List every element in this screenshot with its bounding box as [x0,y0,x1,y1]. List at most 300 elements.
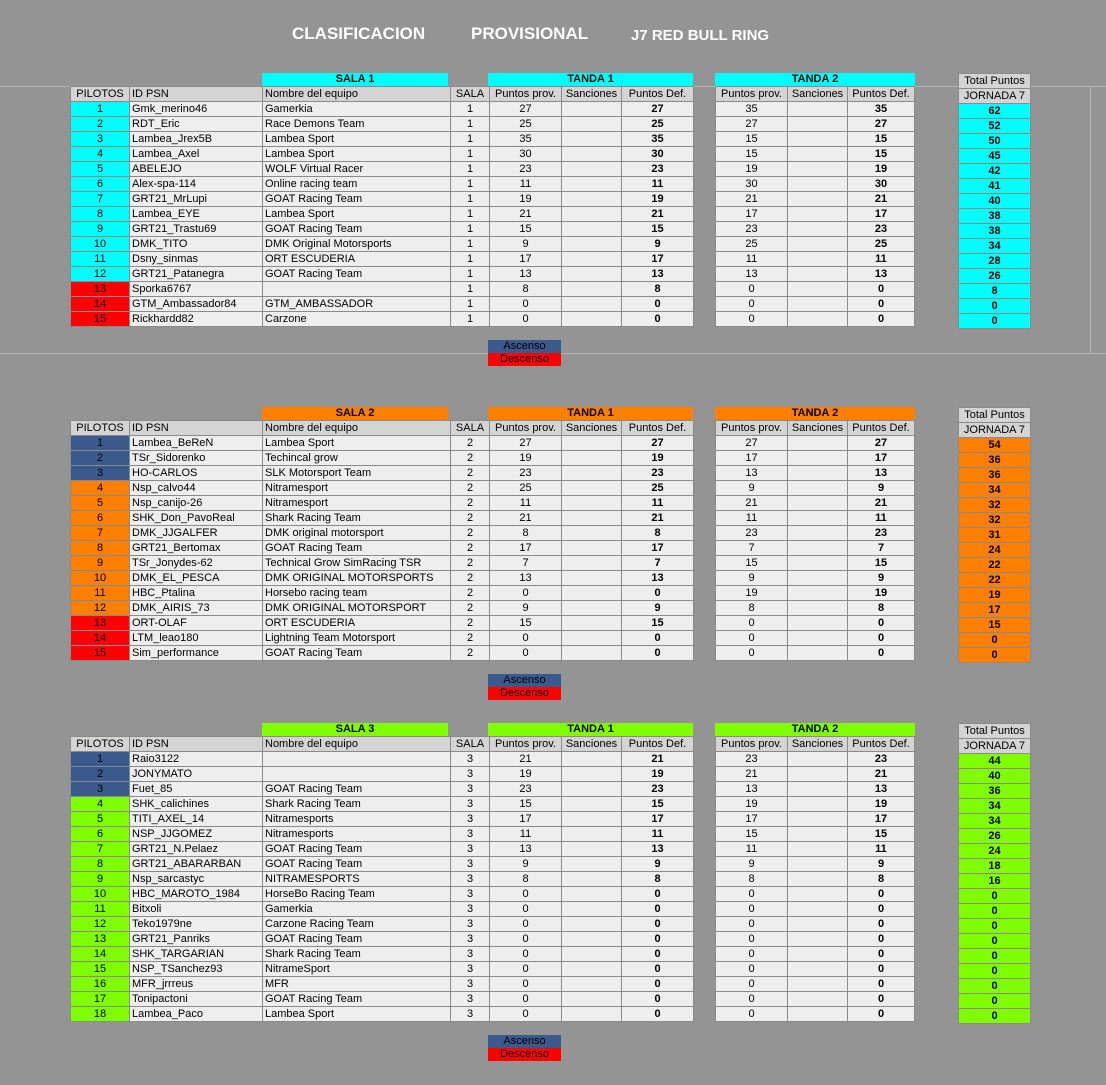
t2-prov: 35 [716,102,788,117]
sala: 2 [451,466,490,481]
team-name: ORT ESCUDERIA [263,616,451,631]
team-name: Lightning Team Motorsport [263,631,451,646]
sala: 3 [451,902,490,917]
t1-prov: 30 [490,147,562,162]
t2-def: 8 [848,601,915,616]
table-row [71,767,915,782]
pilot-id: Bitxoli [130,902,263,917]
gap [694,252,716,267]
total-points: 34 [959,239,1031,254]
pilot-id: SHK_Don_PavoReal [130,511,263,526]
sala: 1 [451,117,490,132]
total-points-table [958,723,1031,1024]
table-row [71,297,915,312]
position: 4 [71,797,130,812]
team-name: Lambea Sport [263,436,451,451]
position: 9 [71,556,130,571]
tanda2-header: TANDA 2 [715,723,915,736]
t1-prov: 23 [490,782,562,797]
t2-sanc [788,297,848,312]
t2-def: 9 [848,481,915,496]
total-points: 22 [959,558,1031,573]
title-clasificacion: CLASIFICACION [292,24,426,43]
t2-prov: 19 [716,797,788,812]
t1-def: 0 [622,932,694,947]
team-name: GOAT Racing Team [263,857,451,872]
t1-prov: 13 [490,267,562,282]
total-points: 0 [959,1009,1031,1024]
t1-def: 13 [622,571,694,586]
t2-prov: 23 [716,222,788,237]
team-name: Nitramesports [263,812,451,827]
sala: 3 [451,752,490,767]
pilot-id: Nsp_sarcastyc [130,872,263,887]
t1-sanc [562,466,622,481]
pilot-id: TSr_Sidorenko [130,451,263,466]
col-header-prov: Puntos prov. [716,87,788,102]
total-points: 34 [959,799,1031,814]
t1-sanc [562,872,622,887]
title-provisional: PROVISIONAL [471,24,589,43]
gap [694,571,716,586]
t1-prov: 0 [490,992,562,1007]
team-name: Nitramesports [263,827,451,842]
team-name: MFR [263,977,451,992]
gap [694,737,716,752]
t1-sanc [562,586,622,601]
gap [694,466,716,481]
team-name: Techincal grow [263,451,451,466]
t1-def: 17 [622,812,694,827]
col-header-def: Puntos Def. [848,421,915,436]
gap [694,782,716,797]
t2-def: 19 [848,162,915,177]
t1-def: 9 [622,857,694,872]
t2-def: 0 [848,977,915,992]
pilot-id: Lambea_Jrex5B [130,132,263,147]
gap [694,511,716,526]
t2-def: 27 [848,436,915,451]
position: 10 [71,237,130,252]
t2-sanc [788,797,848,812]
table-row [71,962,915,977]
total-points: 19 [959,588,1031,603]
sala: 3 [451,797,490,812]
position: 6 [71,177,130,192]
position: 5 [71,496,130,511]
t1-prov: 0 [490,887,562,902]
col-header-team: Nombre del equipo [263,737,451,752]
team-name: GOAT Racing Team [263,782,451,797]
team-name: GOAT Racing Team [263,932,451,947]
t2-prov: 0 [716,297,788,312]
total-points: 34 [959,814,1031,829]
gap [694,827,716,842]
t2-def: 19 [848,797,915,812]
table-row [71,992,915,1007]
col-header-pilotos: PILOTOS [71,737,130,752]
pilot-id: MFR_jrrreus [130,977,263,992]
sala-header: SALA 2 [262,407,448,420]
table-row [71,526,915,541]
t2-def: 0 [848,312,915,327]
position: 11 [71,902,130,917]
gap [694,842,716,857]
sala: 2 [451,616,490,631]
total-points: 62 [959,104,1031,119]
total-points: 17 [959,603,1031,618]
team-name: HorseBo Racing Team [263,887,451,902]
sala: 3 [451,842,490,857]
t1-def: 0 [622,631,694,646]
t1-sanc [562,631,622,646]
table-row [71,631,915,646]
t1-def: 0 [622,977,694,992]
t2-def: 0 [848,992,915,1007]
position: 3 [71,132,130,147]
t1-sanc [562,177,622,192]
t2-sanc [788,496,848,511]
pilot-id: Sim_performance [130,646,263,661]
t1-sanc [562,646,622,661]
t2-prov: 0 [716,932,788,947]
position: 17 [71,992,130,1007]
pilot-id: Tonipactoni [130,992,263,1007]
t2-sanc [788,526,848,541]
gap [694,797,716,812]
t1-sanc [562,496,622,511]
t1-sanc [562,192,622,207]
t2-def: 0 [848,616,915,631]
t2-sanc [788,947,848,962]
gap [694,767,716,782]
sala: 1 [451,297,490,312]
total-header-jornada: JORNADA 7 [959,739,1031,754]
t1-sanc [562,481,622,496]
t1-sanc [562,812,622,827]
total-points: 36 [959,784,1031,799]
col-header-prov: Puntos prov. [490,421,562,436]
t2-prov: 8 [716,872,788,887]
gap [694,947,716,962]
position: 6 [71,511,130,526]
t2-def: 23 [848,222,915,237]
t2-def: 7 [848,541,915,556]
team-name: Lambea Sport [263,207,451,222]
position: 6 [71,827,130,842]
team-name: Shark Racing Team [263,947,451,962]
sala: 1 [451,267,490,282]
total-points: 0 [959,904,1031,919]
t2-sanc [788,147,848,162]
t2-prov: 11 [716,252,788,267]
total-points: 44 [959,754,1031,769]
team-name: Carzone [263,312,451,327]
sala: 3 [451,932,490,947]
t1-def: 11 [622,827,694,842]
t1-prov: 9 [490,601,562,616]
t1-sanc [562,616,622,631]
t2-prov: 15 [716,827,788,842]
gap [694,102,716,117]
t1-def: 9 [622,601,694,616]
t2-sanc [788,857,848,872]
table-row [71,192,915,207]
table-row [71,586,915,601]
table-row [71,511,915,526]
t2-prov: 0 [716,947,788,962]
table-row [71,857,915,872]
t2-prov: 21 [716,496,788,511]
t1-prov: 17 [490,252,562,267]
table-row [71,902,915,917]
total-points: 0 [959,994,1031,1009]
pilot-id: Raio3122 [130,752,263,767]
pilot-id: TSr_Jonydes-62 [130,556,263,571]
t1-def: 17 [622,541,694,556]
position: 11 [71,252,130,267]
t1-sanc [562,857,622,872]
pilot-id: Lambea_Axel [130,147,263,162]
total-points: 0 [959,934,1031,949]
t2-def: 30 [848,177,915,192]
gap [694,812,716,827]
sala: 1 [451,162,490,177]
total-points: 38 [959,209,1031,224]
team-name: Nitramesport [263,496,451,511]
t1-def: 21 [622,511,694,526]
pilot-id: GRT21_MrLupi [130,192,263,207]
gap [694,207,716,222]
team-name: DMK Original Motorsports [263,237,451,252]
t1-def: 19 [622,192,694,207]
team-name [263,752,451,767]
gap [694,977,716,992]
table-row [71,782,915,797]
tanda2-header: TANDA 2 [715,407,915,420]
col-header-sala: SALA [451,87,490,102]
t1-sanc [562,297,622,312]
team-name: Online racing team [263,177,451,192]
gap [694,646,716,661]
pilot-id: Alex-spa-114 [130,177,263,192]
pilot-id: ABELEJO [130,162,263,177]
gap [694,132,716,147]
sala: 2 [451,511,490,526]
t2-prov: 23 [716,526,788,541]
t2-def: 13 [848,466,915,481]
gap [694,117,716,132]
t1-sanc [562,902,622,917]
gap [694,1007,716,1022]
table-row [71,147,915,162]
t2-sanc [788,767,848,782]
t1-prov: 0 [490,932,562,947]
col-header-sanc: Sanciones [562,87,622,102]
table-row [71,646,915,661]
t2-prov: 0 [716,1007,788,1022]
t2-prov: 17 [716,451,788,466]
t2-def: 9 [848,857,915,872]
t2-prov: 7 [716,541,788,556]
t1-sanc [562,511,622,526]
t2-def: 0 [848,932,915,947]
pilot-id: Teko1979ne [130,917,263,932]
position: 12 [71,601,130,616]
gap [694,962,716,977]
table-row [71,932,915,947]
t1-sanc [562,117,622,132]
t1-def: 13 [622,842,694,857]
sala: 1 [451,237,490,252]
t1-sanc [562,282,622,297]
t1-sanc [562,222,622,237]
t1-sanc [562,767,622,782]
t2-def: 17 [848,812,915,827]
t1-def: 25 [622,117,694,132]
legend-descenso: Descenso [488,353,561,366]
gap [694,297,716,312]
position: 14 [71,947,130,962]
position: 13 [71,282,130,297]
position: 3 [71,782,130,797]
t2-sanc [788,466,848,481]
col-header-pilotos: PILOTOS [71,421,130,436]
t2-prov: 15 [716,556,788,571]
t1-def: 0 [622,887,694,902]
t1-sanc [562,571,622,586]
team-name: GOAT Racing Team [263,222,451,237]
pilot-id: TITI_AXEL_14 [130,812,263,827]
t1-sanc [562,147,622,162]
total-points: 42 [959,164,1031,179]
pilot-id: GRT21_Trastu69 [130,222,263,237]
t1-def: 0 [622,1007,694,1022]
table-row [71,541,915,556]
sala: 2 [451,631,490,646]
total-points: 0 [959,648,1031,663]
t1-sanc [562,917,622,932]
t2-def: 17 [848,451,915,466]
team-name: SLK Motorsport Team [263,466,451,481]
pilot-id: Rickhardd82 [130,312,263,327]
gap [694,496,716,511]
t2-sanc [788,162,848,177]
pilot-id: HO-CARLOS [130,466,263,481]
table-row [71,117,915,132]
t2-prov: 13 [716,782,788,797]
gap [694,192,716,207]
t1-sanc [562,207,622,222]
t2-def: 0 [848,1007,915,1022]
total-points: 0 [959,633,1031,648]
t2-sanc [788,992,848,1007]
sala: 1 [451,312,490,327]
team-name: NITRAMESPORTS [263,872,451,887]
t2-sanc [788,132,848,147]
t1-sanc [562,827,622,842]
position: 5 [71,812,130,827]
table-row [71,481,915,496]
gap [694,556,716,571]
t2-prov: 13 [716,267,788,282]
pilot-id: SHK_TARGARIAN [130,947,263,962]
t1-def: 35 [622,132,694,147]
pilot-id: Sporka6767 [130,282,263,297]
t2-sanc [788,646,848,661]
t2-sanc [788,962,848,977]
t1-prov: 0 [490,297,562,312]
t1-def: 23 [622,466,694,481]
sala: 1 [451,147,490,162]
total-points-table [958,73,1031,329]
sala: 2 [451,586,490,601]
t1-sanc [562,237,622,252]
table-row [71,1007,915,1022]
t1-def: 0 [622,992,694,1007]
pilot-id: Lambea_Paco [130,1007,263,1022]
t2-def: 23 [848,752,915,767]
t1-prov: 11 [490,496,562,511]
total-points: 36 [959,453,1031,468]
position: 7 [71,526,130,541]
t2-sanc [788,601,848,616]
table-row [71,436,915,451]
gap [694,312,716,327]
t2-sanc [788,812,848,827]
position: 12 [71,267,130,282]
t2-sanc [788,932,848,947]
table-row [71,267,915,282]
t1-def: 8 [622,526,694,541]
t1-def: 0 [622,902,694,917]
t1-sanc [562,932,622,947]
sala: 2 [451,601,490,616]
total-points: 34 [959,483,1031,498]
sala-header: SALA 3 [262,723,448,736]
t1-prov: 17 [490,541,562,556]
team-name: Technical Grow SimRacing TSR [263,556,451,571]
t2-sanc [788,252,848,267]
total-points-table [958,407,1031,663]
col-header-prov: Puntos prov. [716,421,788,436]
total-points: 28 [959,254,1031,269]
table-row [71,887,915,902]
t1-def: 15 [622,616,694,631]
gap [694,481,716,496]
table-row [71,977,915,992]
gap [694,601,716,616]
t2-def: 13 [848,782,915,797]
t2-prov: 25 [716,237,788,252]
col-header-sanc: Sanciones [788,87,848,102]
t1-def: 0 [622,297,694,312]
pilot-id: Dsny_sinmas [130,252,263,267]
t2-prov: 8 [716,601,788,616]
position: 13 [71,616,130,631]
t1-def: 19 [622,451,694,466]
t2-sanc [788,872,848,887]
gap [694,616,716,631]
gap [694,586,716,601]
gap [694,451,716,466]
t1-def: 11 [622,496,694,511]
t1-def: 21 [622,207,694,222]
team-name: Nitramesport [263,481,451,496]
t2-def: 21 [848,192,915,207]
t1-sanc [562,267,622,282]
tanda1-header: TANDA 1 [488,73,693,86]
